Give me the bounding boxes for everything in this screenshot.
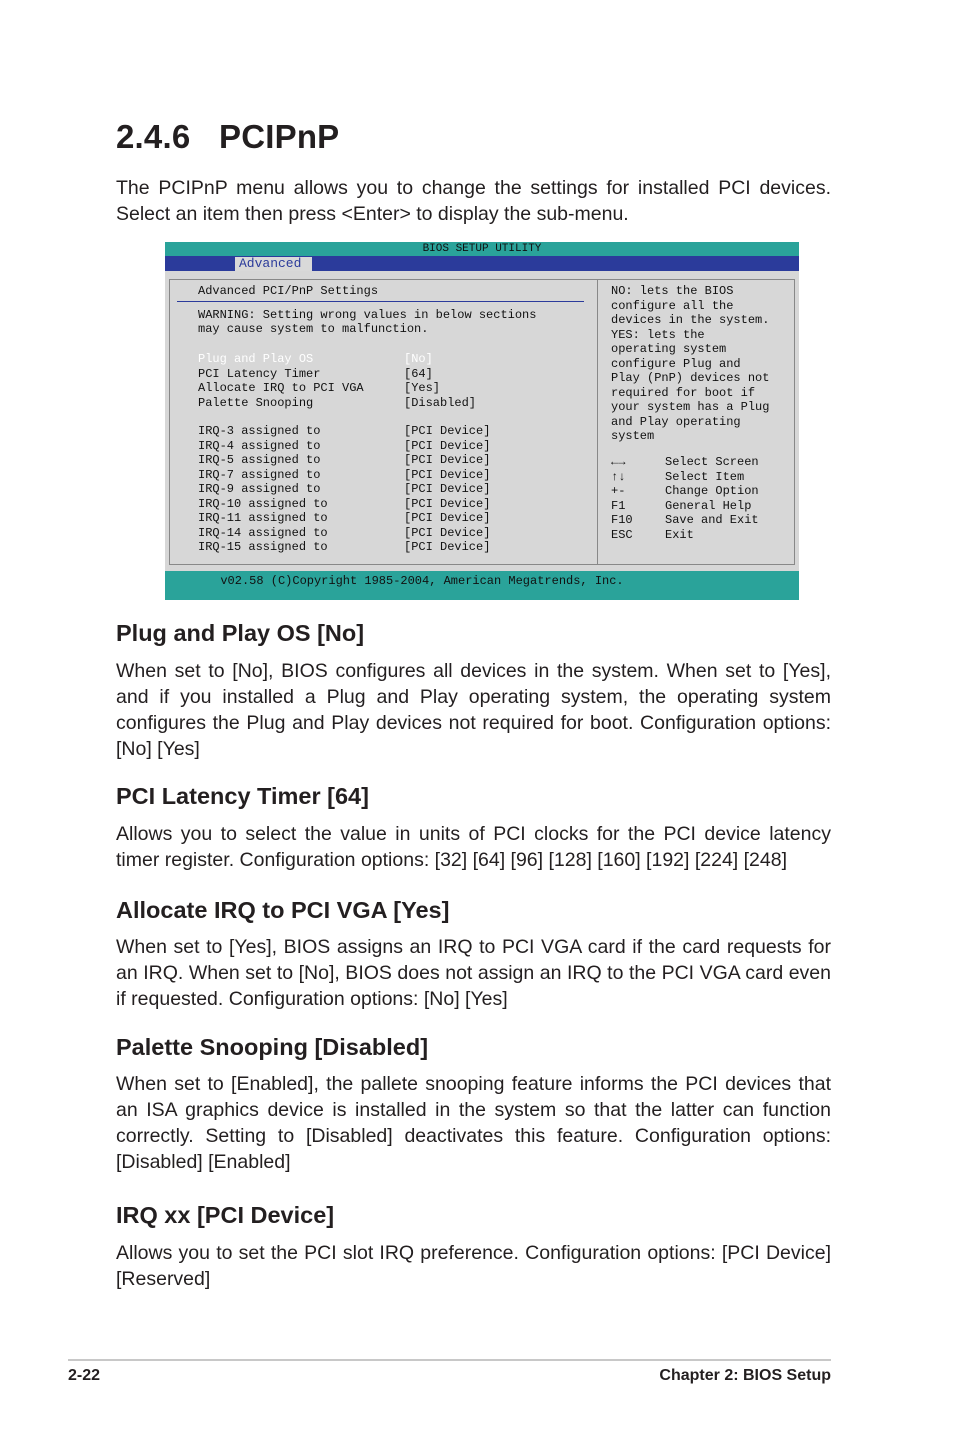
bios-warning-line: WARNING: Setting wrong values in below sections <box>198 308 537 322</box>
bios-setting-value[interactable]: [Yes] <box>404 381 441 395</box>
footer-rule <box>68 1359 831 1361</box>
bios-help-line: YES: lets the <box>611 327 705 342</box>
bios-tab-advanced[interactable]: Advanced <box>235 257 312 271</box>
bios-menu-bar <box>165 256 799 271</box>
bios-irq-value[interactable]: [PCI Device] <box>404 453 491 467</box>
bios-key: F1 <box>611 498 626 513</box>
bios-help-line: and Play operating <box>611 414 741 429</box>
bios-irq-label[interactable]: IRQ-4 assigned to <box>198 438 321 453</box>
bios-key: ←→ <box>611 455 626 469</box>
bios-setting-label[interactable]: Plug and Play OS <box>198 352 314 366</box>
bios-screenshot <box>165 242 799 600</box>
bios-key: +- <box>611 484 626 498</box>
bios-irq-label[interactable]: IRQ-15 assigned to <box>198 540 328 554</box>
bios-copyright: v02.58 (C)Copyright 1985-2004, American Megatrends, Inc. <box>220 574 624 588</box>
bios-title-bar: BIOS SETUP UTILITY <box>165 242 799 256</box>
bios-main-panel <box>165 271 799 571</box>
bios-heading-underline <box>177 301 584 302</box>
bios-key-action: General Help <box>665 498 752 513</box>
bios-irq-value[interactable]: [PCI Device] <box>404 525 491 540</box>
bios-setting-label[interactable]: Palette Snooping <box>198 395 314 410</box>
bios-setting-value[interactable]: [64] <box>404 366 433 381</box>
section-heading <box>116 118 339 156</box>
bios-help-line: required for boot if <box>611 385 756 400</box>
bios-help-line: configure all the <box>611 298 734 313</box>
bios-irq-label[interactable]: IRQ-10 assigned to <box>198 496 328 511</box>
bios-panel-divider <box>597 279 598 565</box>
section-number: 2.4.6 <box>116 118 191 155</box>
bios-irq-label[interactable]: IRQ-3 assigned to <box>198 424 321 438</box>
item-heading-palette-snooping: Palette Snooping [Disabled] <box>116 1034 429 1060</box>
item-heading-latency-timer: PCI Latency Timer [64] <box>116 783 369 809</box>
bios-irq-label[interactable]: IRQ-14 assigned to <box>198 525 328 540</box>
bios-help-line: Play (PnP) devices not <box>611 371 770 385</box>
bios-irq-value[interactable]: [PCI Device] <box>404 438 491 453</box>
bios-irq-value[interactable]: [PCI Device] <box>404 467 491 482</box>
bios-setting-label[interactable]: PCI Latency Timer <box>198 366 321 381</box>
bios-key: F10 <box>611 513 633 527</box>
page-number: 2-22 <box>68 1367 101 1384</box>
bios-key-action: Exit <box>665 527 694 542</box>
bios-setting-value[interactable]: [No] <box>404 352 433 366</box>
chapter-label: Chapter 2: BIOS Setup <box>659 1367 831 1384</box>
bios-key-action: Save and Exit <box>665 513 759 527</box>
item-body-irq-vga: When set to [Yes], BIOS assigns an IRQ to PCI VGA card if the card requests for an IRQ. When set to [No], BIOS does not assign an IRQ to the PCI VGA card even if requested. Configuration options: [No] [Yes] <box>116 936 831 1010</box>
bios-help-line: NO: lets the BIOS <box>611 284 734 298</box>
item-body-irq-xx: Allows you to set the PCI slot IRQ preference. Configuration options: [PCI Device] [Reserved] <box>116 1242 831 1290</box>
bios-setting-value[interactable]: [Disabled] <box>404 395 477 410</box>
bios-settings-heading: Advanced PCI/PnP Settings <box>198 284 379 298</box>
bios-irq-value[interactable]: [PCI Device] <box>404 482 491 496</box>
item-body-plug-and-play: When set to [No], BIOS configures all devices in the system. When set to [Yes], and if you installed a Plug and Play operating system, the operating system configures the Plug and Play devices not required for boot. Configuration options: [No] [Yes] <box>116 660 831 760</box>
bios-irq-value[interactable]: [PCI Device] <box>404 496 491 511</box>
bios-irq-label[interactable]: IRQ-11 assigned to <box>198 511 328 525</box>
bios-key-action: Change Option <box>665 484 759 498</box>
item-heading-irq-vga: Allocate IRQ to PCI VGA [Yes] <box>116 897 450 923</box>
item-heading-plug-and-play: Plug and Play OS [No] <box>116 620 365 646</box>
bios-help-line: system <box>611 429 655 443</box>
bios-irq-label[interactable]: IRQ-5 assigned to <box>198 453 321 467</box>
bios-warning-line: may cause system to malfunction. <box>198 322 429 336</box>
bios-key: ↑↓ <box>611 469 626 484</box>
bios-irq-label[interactable]: IRQ-9 assigned to <box>198 482 321 496</box>
bios-key: ESC <box>611 527 633 542</box>
section-title: PCIPnP <box>219 118 340 155</box>
bios-help-line: devices in the system. <box>611 313 770 327</box>
bios-help-line: your system has a Plug <box>611 400 770 414</box>
bios-irq-value[interactable]: [PCI Device] <box>404 424 491 438</box>
bios-setting-label[interactable]: Allocate IRQ to PCI VGA <box>198 381 364 395</box>
bios-irq-label[interactable]: IRQ-7 assigned to <box>198 467 321 482</box>
item-body-latency-timer: Allows you to select the value in units of PCI clocks for the PCI device latency timer register. Configuration options: [32] [64] [96] [128] [160] [192] [224] [248] <box>116 823 831 871</box>
bios-key-action: Select Screen <box>665 455 759 469</box>
bios-key-action: Select Item <box>665 469 745 484</box>
bios-help-line: configure Plug and <box>611 356 741 371</box>
bios-irq-value[interactable]: [PCI Device] <box>404 540 491 554</box>
intro-paragraph: The PCIPnP menu allows you to change the settings for installed PCI devices. Select an item then press <Enter> to display the sub-menu. <box>116 177 831 225</box>
bios-irq-value[interactable]: [PCI Device] <box>404 511 491 525</box>
bios-footer <box>165 571 799 600</box>
item-body-palette-snooping: When set to [Enabled], the pallete snooping feature informs the PCI devices that an ISA graphics device is installed in the system so that the latter can function correctly. Setting to [Disabled] deactivates this feature. Configuration options: [Disabled] [Enabled] <box>116 1073 831 1173</box>
item-heading-irq-xx: IRQ xx [PCI Device] <box>116 1202 335 1228</box>
bios-help-line: operating system <box>611 342 727 356</box>
